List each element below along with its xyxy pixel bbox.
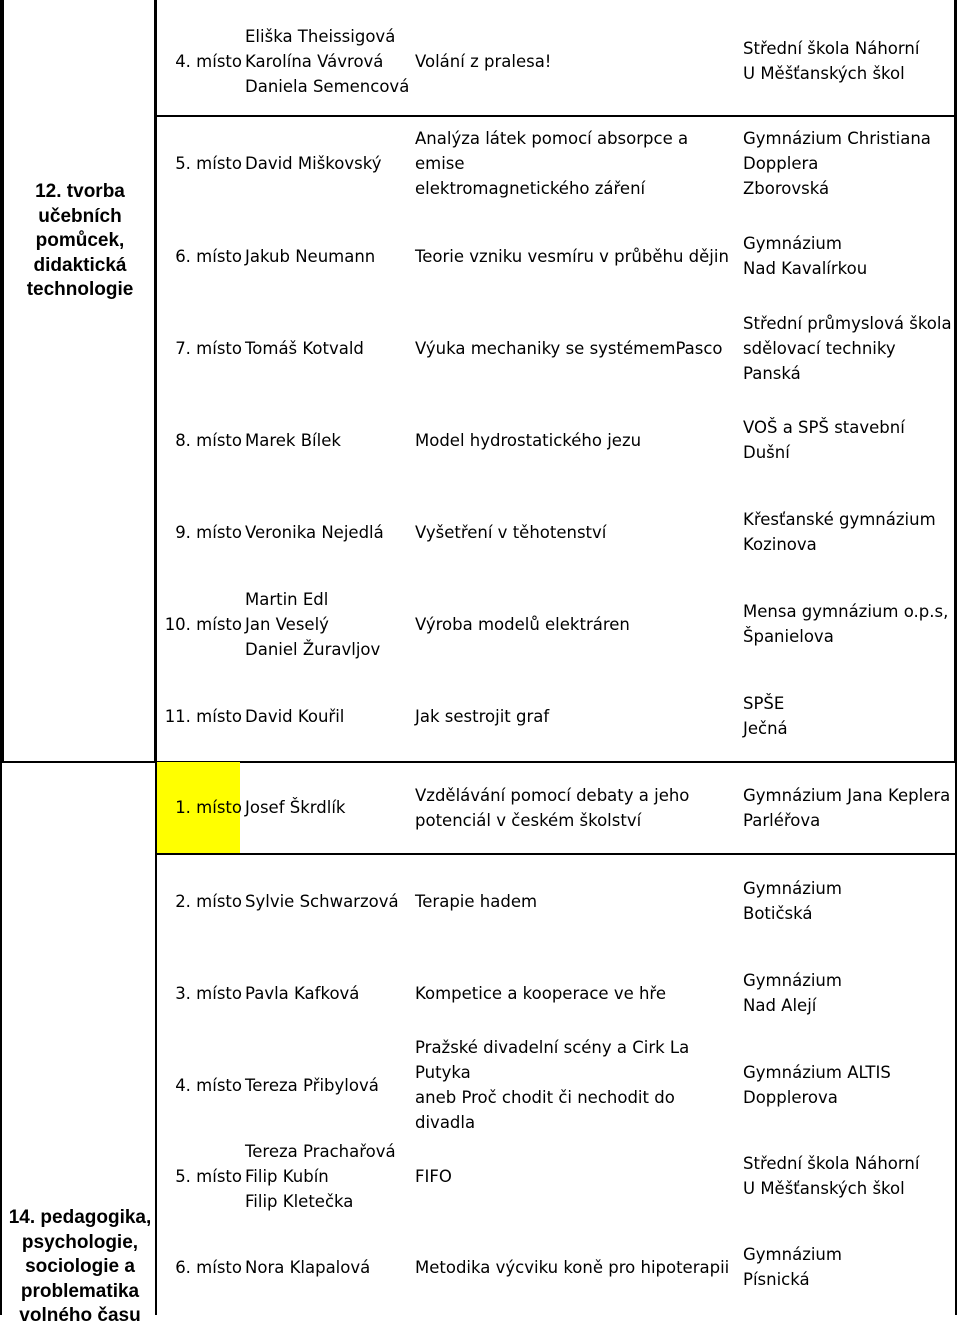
title-cell: Analýza látek pomocí absorpce a emise elektromagnetického záření — [415, 129, 689, 198]
school-cell: Křesťanské gymnázium Kozinova — [743, 510, 936, 554]
place-cell: 3. místo — [175, 983, 242, 1003]
school-cell: Střední škola Náhorní U Měšťanských škol — [743, 1154, 920, 1198]
place-cell: 10. místo — [164, 614, 242, 634]
names-cell: Eliška Theissigová Karolína Vávrová Daniela Semencová — [245, 26, 410, 96]
school-cell: Gymnázium ALTIS Dopplerova — [743, 1063, 891, 1107]
category-label: 14. pedagogika, psychologie, sociologie a problematika volného času — [8, 1207, 152, 1326]
place-cell: 6. místo — [175, 1257, 242, 1277]
place-cell: 4. místo — [175, 51, 242, 71]
title-cell: Výroba modelů elektráren — [415, 614, 630, 634]
title-cell: Model hydrostatického jezu — [415, 430, 642, 450]
names-cell: David Miškovský — [245, 154, 382, 173]
place-cell: 1. místo — [175, 798, 242, 817]
school-cell: Gymnázium Nad Kavalírkou — [743, 234, 868, 278]
category-label: 12. tvorba učebních pomůcek, didaktická technologie — [26, 181, 134, 300]
title-cell: Vzdělávání pomocí debaty a jeho potenciál v českém školství — [415, 785, 690, 830]
title-cell: FIFO — [415, 1166, 452, 1186]
names-cell: Tomáš Kotvald — [245, 338, 364, 358]
names-cell: David Kouřil — [245, 706, 345, 726]
names-cell: Sylvie Schwarzová — [245, 891, 399, 911]
place-cell: 7. místo — [175, 338, 242, 358]
title-cell: Kompetice a kooperace ve hře — [415, 983, 667, 1003]
names-cell: Tereza Přibylová — [245, 1075, 379, 1095]
title-cell: Jak sestrojit graf — [415, 706, 550, 726]
title-cell: Výuka mechaniky se systémemPasco — [415, 338, 723, 358]
school-cell: VOŠ a SPŠ stavební Dušní — [743, 418, 905, 462]
school-cell: Střední škola Náhorní U Měšťanských škol — [743, 39, 920, 83]
place-cell: 5. místo — [175, 154, 242, 173]
school-cell: Mensa gymnázium o.p.s, Španielova — [743, 602, 949, 646]
title-cell: Vyšetření v těhotenství — [415, 522, 607, 542]
border-left-lower — [0, 762, 2, 1315]
place-cell: 11. místo — [164, 706, 242, 726]
place-cell: 9. místo — [175, 522, 242, 542]
names-cell: Marek Bílek — [245, 430, 341, 450]
school-cell: Střední průmyslová škola sdělovací techniky Panská — [743, 313, 952, 383]
border-right-lower — [955, 762, 957, 1315]
names-cell: Tereza Prachařová Filip Kubín Filip Kletečka — [245, 1141, 396, 1211]
names-cell: Josef Škrdlík — [245, 798, 346, 817]
place-cell: 8. místo — [175, 430, 242, 450]
names-cell: Nora Klapalová — [245, 1257, 371, 1277]
names-cell: Martin Edl Jan Veselý Daniel Žuravljov — [245, 589, 381, 659]
title-cell: Pražské divadelní scény a Cirk La Putyka aneb Proč chodit či nechodit do divadla — [415, 1038, 690, 1132]
school-cell: Gymnázium Botičská — [743, 879, 842, 923]
title-cell: Terapie hadem — [415, 891, 538, 911]
school-cell: Gymnázium Jana Keplera Parléřova — [743, 785, 951, 830]
names-cell: Jakub Neumann — [245, 246, 376, 266]
border-left — [0, 0, 4, 762]
school-cell: Gymnázium Nad Alejí — [743, 971, 842, 1015]
school-cell: SPŠE Ječná — [743, 694, 788, 738]
place-cell: 4. místo — [175, 1075, 242, 1095]
title-cell: Metodika výcviku koně pro hipoterapii — [415, 1257, 730, 1277]
names-cell: Pavla Kafková — [245, 983, 360, 1003]
place-cell: 5. místo — [175, 1166, 242, 1186]
title-cell: Teorie vzniku vesmíru v průběhu dějin — [415, 246, 729, 266]
school-cell: Gymnázium Christiana Dopplera Zborovská — [743, 129, 931, 198]
title-cell: Volání z pralesa! — [415, 51, 552, 71]
category-divider — [0, 761, 157, 763]
names-cell: Veronika Nejedlá — [245, 522, 384, 542]
place-cell: 6. místo — [175, 246, 242, 266]
place-cell: 2. místo — [175, 891, 242, 911]
school-cell: Gymnázium Písnická — [743, 1245, 842, 1289]
